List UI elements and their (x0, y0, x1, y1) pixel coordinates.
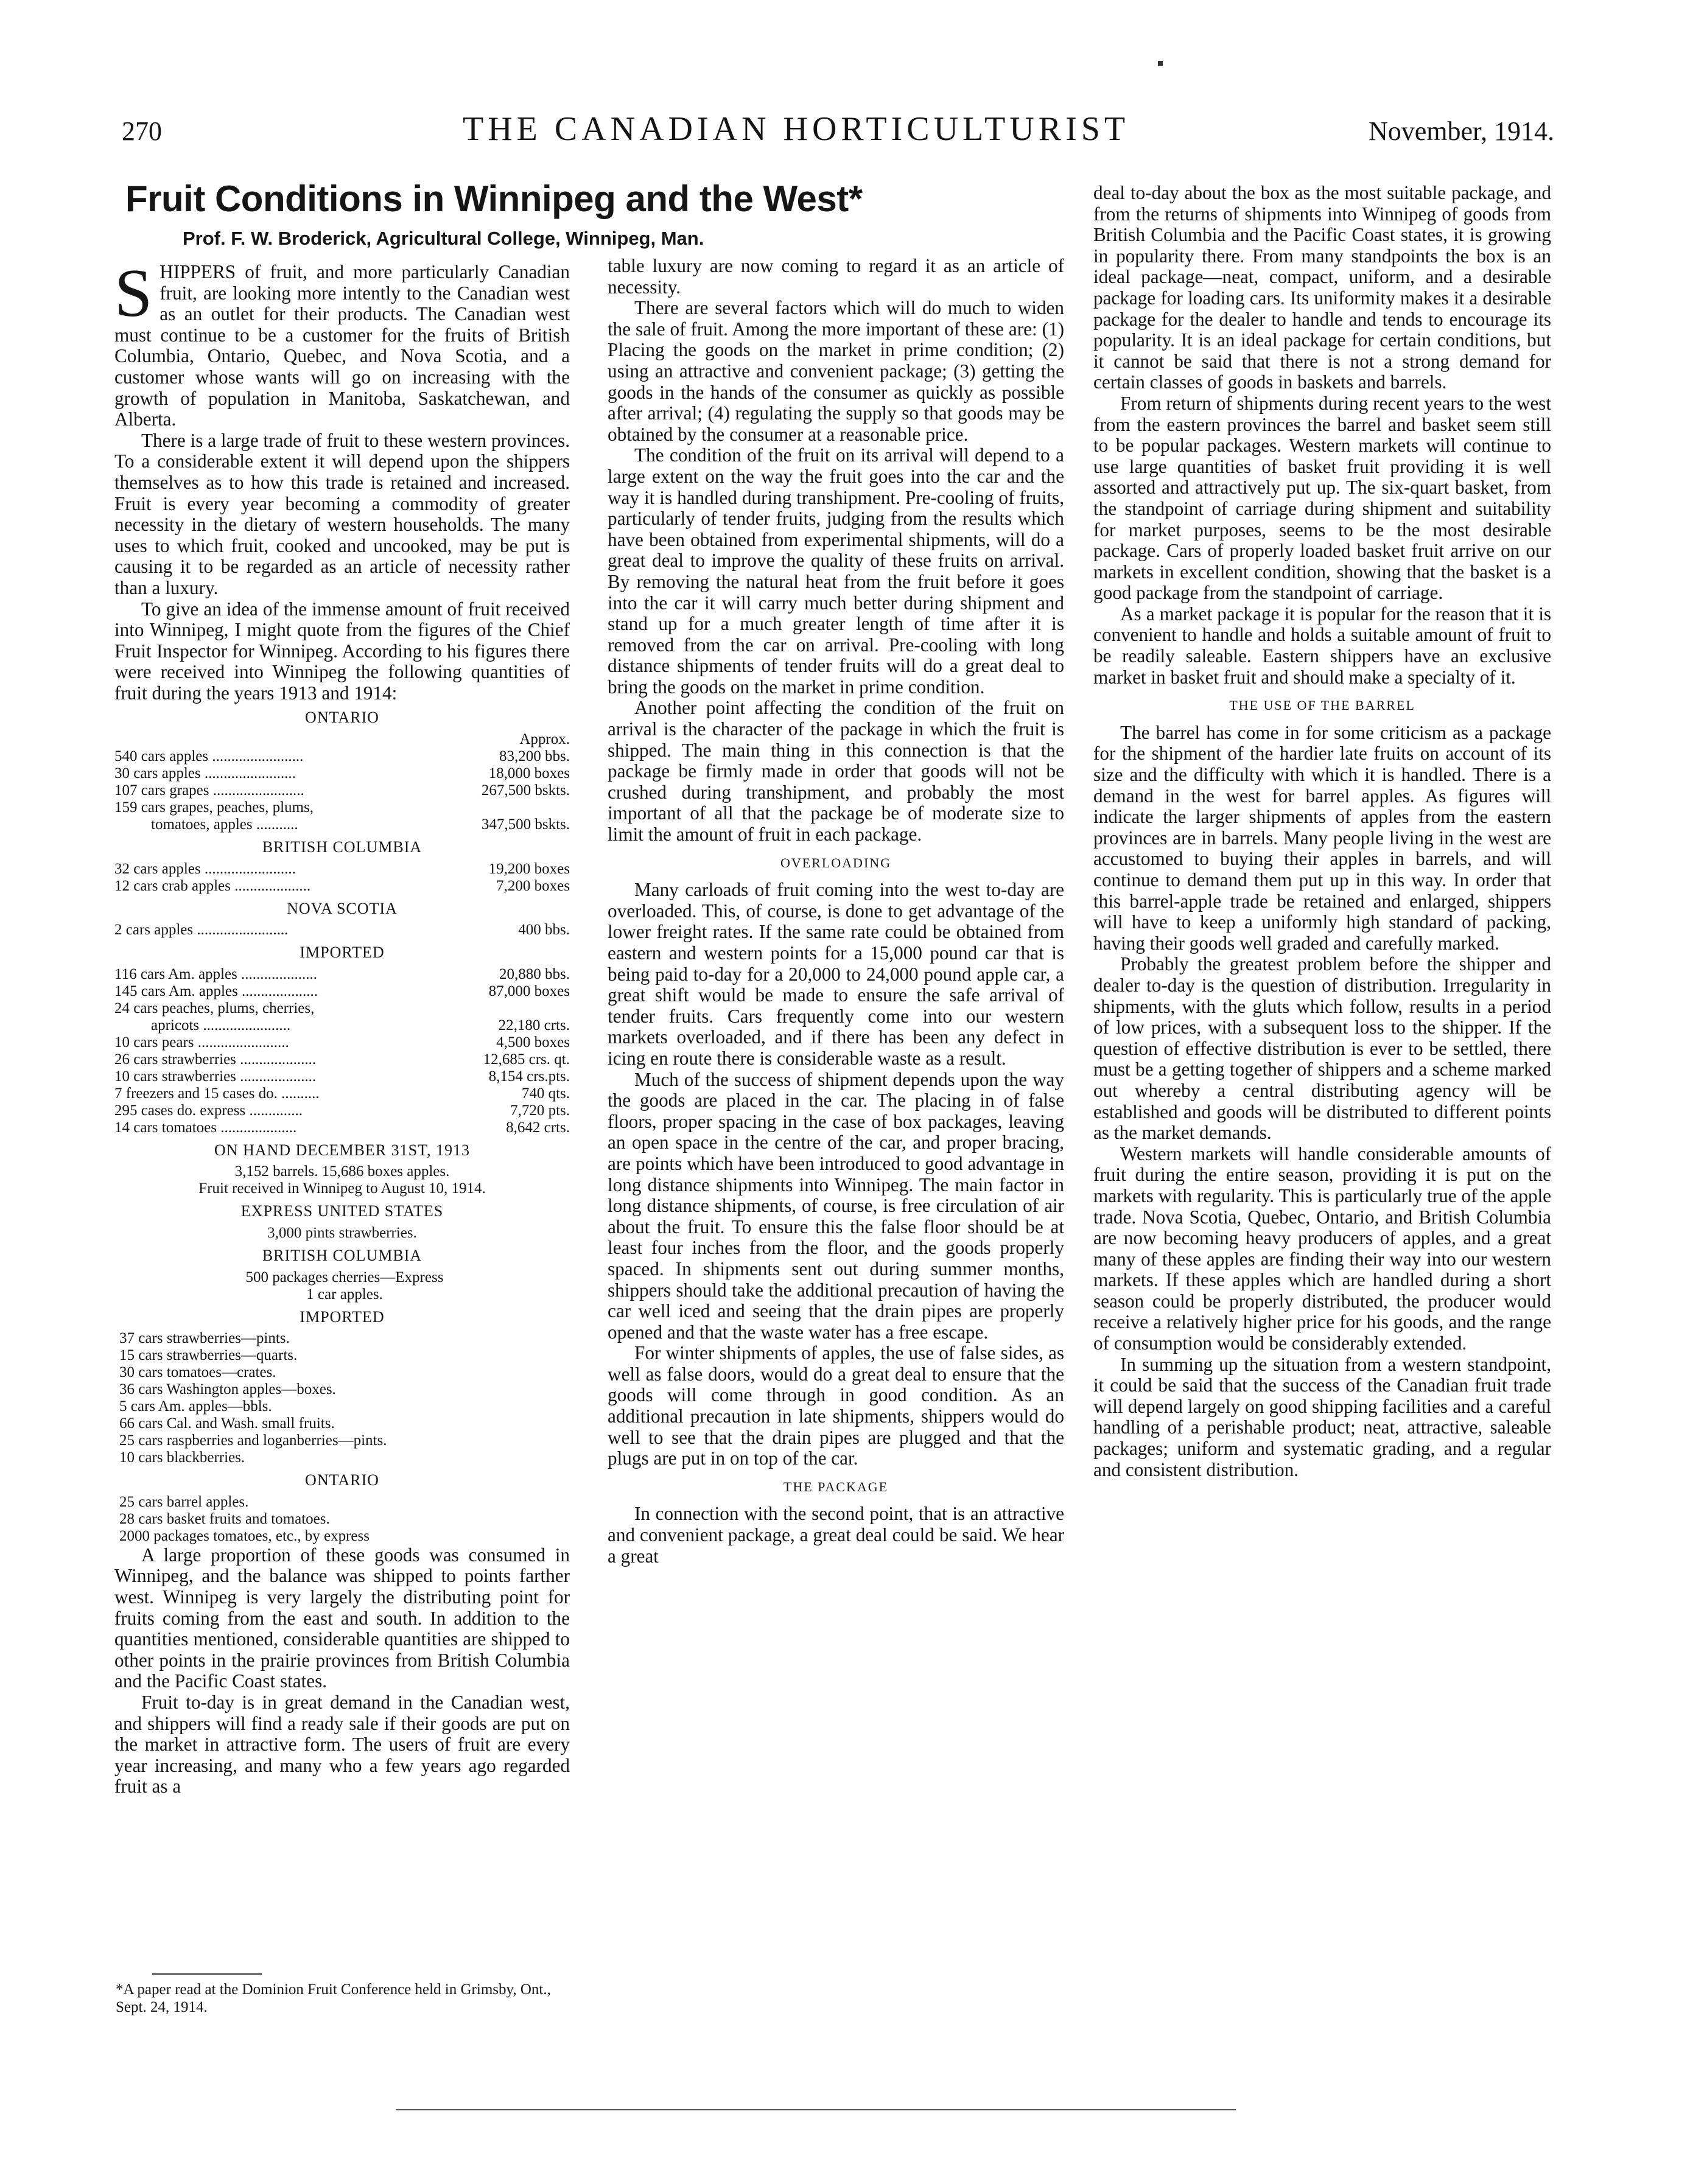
table-row: 159 cars grapes, peaches, plums, (114, 799, 314, 816)
paragraph: There are several factors which will do much to widen the sale of fruit. Among the more important of these are: (1) Placing the goods on the market in prime condition; (2) using an attractive and convenient package; (3) getting the goods in the hands of the consumer as quickly as possible after arrival; (4) regulating the supply so that goods may be obtained by the consumer at a reasonable price. (608, 297, 1064, 445)
table-row: apricots ....................... 22,180 crts. (151, 1017, 570, 1034)
section-heading: ONTARIO (305, 1471, 379, 1489)
column-2 (608, 256, 1064, 1567)
list-item: 2000 packages tomatoes, etc., by express (119, 1527, 370, 1544)
table-row: 10 cars pears ........................ 4,500 boxes (114, 1034, 570, 1051)
paragraph: From return of shipments during recent years to the west from the eastern provinces the barrel and basket seem still to be popular packages. Western markets will continue to use large quantities of basket fruit providing it is well assorted and attractively put up. The six-quart basket, from the standpoint of carriage during shipment and suitability for market purposes, seems to be the most desirable package. Cars of properly loaded basket fruit arrive on our markets in excellent condition, showing that the basket is a good package from the standpoint of carriage. (1093, 392, 1551, 604)
paragraph: Many carloads of fruit coming into the west to-day are overloaded. This, of course, is done to get advantage of the lower freight rates. If the same rate could be obtained from eastern and western points for a 15,000 pound car that is being paid to-day for a 20,000 to 24,000 pound apple car, a great shift would be made to ensure the safe arrival of tender fruits. Cars frequently come into our western markets overloaded, and if there has been any defect in icing en route there is considerable waste as a result. (608, 879, 1064, 1069)
section-heading: BRITISH COLUMBIA (262, 1247, 422, 1265)
paragraph: The barrel has come in for some criticism as a package for the shipment of the hardier late fruits on account of its size and the difficulty with which it is handled. There is a demand in the west for barrel apples. As figures will indicate the larger shipments of apples from the eastern provinces are in barrels. Many people living in the west are accustomed to buying their apples in barrels, and will continue to demand them put up in this way. In order that this barrel-apple trade be retained and enlarged, shippers will have to keep a uniformly high standard of packing, having their goods well graded and carefully marked. (1093, 721, 1551, 954)
table-row: 107 cars grapes ........................ 267,500 bskts. (114, 782, 570, 799)
column-3 (1093, 183, 1551, 1480)
paragraph: In summing up the situation from a western standpoint, it could be said that the success of the Canadian fruit trade will depend largely on good shipping facilities and a careful handling of a perishable product; neat, attractive, saleable packages; uniform and systematic grading, and a regular and consistent distribution. (1093, 1353, 1551, 1480)
figures-table-ontario-1913: Approx. 540 cars apples ........................ 83,200 bbs. 30 cars apples ........................ 18,000 boxes 107 cars grapes ........................ 267,500 bskts. 159 cars grapes, peaches, plums, tomatoes, apples ........... 347,500 bskts. (114, 731, 570, 833)
paragraph: For winter shipments of apples, the use of false sides, as well as false doors, would do a great deal to ensure that the goods will come through in good condition. As an additional precaution in late shipments, shippers would do well to see that the drain pipes are plugged and that the plugs are put in on top of the car. (608, 1342, 1064, 1469)
section-heading: NOVA SCOTIA (287, 899, 398, 917)
table-row: 116 cars Am. apples .................... 20,880 bbs. (114, 965, 570, 982)
paragraph: In connection with the second point, that is an attractive and convenient package, a great deal could be said. We hear a great (608, 1503, 1064, 1567)
page-number: 270 (122, 116, 162, 146)
print-speck (1158, 61, 1163, 66)
paragraph: table luxury are now coming to regard it as an article of necessity. (608, 255, 1064, 298)
masthead: THE CANADIAN HORTICULTURIST (463, 110, 1130, 148)
list-item: 10 cars blackberries. (119, 1449, 245, 1466)
section-heading: BRITISH COLUMBIA (262, 838, 422, 856)
table-row: tomatoes, apples ........... 347,500 bskts. (151, 816, 570, 833)
list-item: 28 cars basket fruits and tomatoes. (119, 1510, 330, 1527)
on-hand-line: 3,152 barrels. 15,686 boxes apples. (234, 1163, 450, 1180)
list-item: 36 cars Washington apples—boxes. (119, 1381, 336, 1398)
figures-table-bc-1913 (114, 861, 570, 895)
list-item: 66 cars Cal. and Wash. small fruits. (119, 1415, 335, 1432)
figures-table-imported-1913 (114, 966, 570, 1136)
list-item: 1 car apples. (306, 1286, 383, 1303)
column-1 (114, 256, 570, 1797)
list-item: 25 cars raspberries and loganberries—pints. (119, 1432, 387, 1449)
issue-date: November, 1914. (1369, 116, 1554, 146)
table-row: 14 cars tomatoes .................... 8,642 crts. (114, 1119, 570, 1136)
article-byline: Prof. F. W. Broderick, Agricultural College, Winnipeg, Man. (183, 228, 704, 249)
paragraph: To give an idea of the immense amount of fruit received into Winnipeg, I might quote from the figures of the Chief Fruit Inspector for Winnipeg. According to his figures there were received into Winnipeg the following quantities of fruit during the years 1913 and 1914: (114, 598, 570, 704)
footnote (116, 1973, 571, 2016)
table-row: 7 freezers and 15 cases do. .......... 740 qts. (114, 1085, 570, 1102)
paragraph: Much of the success of shipment depends upon the way the goods are placed in the car. The placing in of false floors, proper spacing in the case of box packages, leaving an open space in the centre of the car, and proper bracing, are points which have been introduced to good advantage in long distance shipments into Winnipeg. The main factor in long distance shipments, of course, is free circulation of air about the fruit. To ensure this the false floor should be at least four inches from the floor, and the goods properly spaced. In shipments sent out during summer months, shippers should take the additional precaution of having the car well iced and seeing that the drain pipes are properly opened and that the waste water has a free escape. (608, 1068, 1064, 1343)
table-row: 295 cases do. express .............. 7,720 pts. (114, 1102, 570, 1119)
paragraph: Fruit to-day is in great demand in the Canadian west, and shippers will find a ready sale if their goods are put on the market in attractive form. The users of fruit are every year increasing, and many who a few years ago regarded fruit as a (114, 1691, 570, 1797)
fruit-figures (114, 707, 570, 1544)
table-row: 145 cars Am. apples .................... 87,000 boxes (114, 982, 570, 999)
paragraph: Another point affecting the condition of the fruit on arrival is the character of the package in which the fruit is shipped. The main thing in this connection is that the package be firmly made in order that goods will not be crushed during transhipment, and probably the most important of all that the package be of moderate size to limit the amount of fruit in each package. (608, 697, 1064, 845)
footnote-text: *A paper read at the Dominion Fruit Conference held in Grimsby, Ont., Sept. 24, 1914. (116, 1981, 551, 2015)
section-heading: ON HAND DECEMBER 31ST, 1913 (214, 1141, 471, 1159)
subheading-package: THE PACKAGE (783, 1479, 889, 1494)
table-row: 2 cars apples ........................ 400 bbs. (114, 922, 570, 939)
paragraph: Probably the greatest problem before the shipper and dealer to-day is the question of distribution. Irregularity in shipments, with the gluts which follow, results in a period of low prices, with a subsequent loss to the shipper. If the question of effective distribution is ever to be settled, there must be a getting together of shippers and a scheme marked out whereby a central distributing agency will be established and goods will be distributed to different points as the market demands. (1093, 953, 1551, 1144)
table-row: 10 cars strawberries .................... 8,154 crs.pts. (114, 1068, 570, 1085)
drop-cap: S (114, 256, 153, 331)
list-item: 500 packages cherries—Express (245, 1269, 444, 1286)
table-row: 540 cars apples ........................ 83,200 bbs. (114, 748, 570, 765)
paragraph: SHIPPERS of fruit, and more particularly Canadian fruit, are looking more intently to the Canadian west as an outlet for their products. The Canadian west must continue to be a customer for the fruits of British Columbia, Ontario, Quebec, and Nova Scotia, and a customer whose wants will go on increasing with the growth of population in Manitoba, Saskatchewan, and Alberta. (114, 256, 570, 430)
paragraph: There is a large trade of fruit to these western provinces. To a considerable extent it will depend upon the shippers themselves as to how this trade is retained and increased. Fruit is every year becoming a commodity of greater necessity in the dietary of western households. The many uses to which fruit, cooked and uncooked, may be put is causing it to be regarded as an article of necessity rather than a luxury. (114, 429, 570, 598)
article-title: Fruit Conditions in Winnipeg and the West* (125, 178, 863, 219)
table-row: 30 cars apples ........................ 18,000 boxes (114, 765, 570, 782)
section-heading: EXPRESS UNITED STATES (240, 1202, 444, 1220)
list-item: 37 cars strawberries—pints. (119, 1330, 290, 1347)
list-item: 5 cars Am. apples—bbls. (119, 1398, 272, 1415)
paragraph: A large proportion of these goods was consumed in Winnipeg, and the balance was shipped to points farther west. Winnipeg is very largely the distributing point for fruits coming from the east and south. In addition to the quantities mentioned, considerable quantities are shipped to other points in the prairie provinces from British Columbia and the Pacific Coast states. (114, 1544, 570, 1692)
list-item: 3,000 pints strawberries. (267, 1225, 417, 1242)
section-heading: IMPORTED (300, 943, 385, 962)
section-heading: ONTARIO (305, 709, 379, 727)
subheading-overloading: OVERLOADING (780, 855, 892, 870)
footnote-rule (152, 1973, 262, 1975)
running-header (0, 110, 1690, 164)
section-heading: IMPORTED (300, 1307, 385, 1326)
bottom-rule (396, 2109, 1236, 2110)
list-item: 25 cars barrel apples. (119, 1493, 249, 1510)
paragraph: The condition of the fruit on its arrival will depend to a large extent on the way the fruit goes into the car and the way it is handled during transhipment. Pre-cooling of fruits, particularly of tender fruits, judging from the results which have been obtained from experimental shipments, will do a great deal to improve the quality of these fruits on arrival. By removing the natural heat from the fruit before it goes into the car it will carry much better during shipment and stand up for a much greater length of time after it is removed from the car on arrival. Pre-cooling with long distance shipments of tender fruits will do a great deal to bring the goods on the market in prime condition. (608, 444, 1064, 698)
table-row: 26 cars strawberries .................... 12,685 crs. qt. (114, 1051, 570, 1068)
received-note: Fruit received in Winnipeg to August 10, 1914. (198, 1180, 486, 1197)
figures-table-ns-1913 (114, 922, 570, 939)
paragraph: deal to-day about the box as the most suitable package, and from the returns of shipments into Winnipeg of goods from British Columbia and the Pacific Coast states, it is growing in popularity there. From many standpoints the box is an ideal package—neat, compact, uniform, and a desirable package for loading cars. Its uniformity makes it a desirable package for the dealer to handle and tends to encourage its popularity. It is an ideal package for certain conditions, but it cannot be said that there is not a strong demand for certain classes of goods in baskets and barrels. (1093, 182, 1551, 393)
subheading-barrel: THE USE OF THE BARREL (1229, 698, 1415, 713)
paragraph: As a market package it is popular for the reason that it is convenient to handle and holds a suitable amount of fruit to be readily saleable. Eastern shippers have an exclusive market in basket fruit and should make a specialty of it. (1093, 603, 1551, 688)
list-item: 30 cars tomatoes—crates. (119, 1364, 276, 1381)
table-row: 24 cars peaches, plums, cherries, (114, 999, 315, 1017)
list-item: 15 cars strawberries—quarts. (119, 1347, 298, 1364)
table-row: 32 cars apples ........................ 19,200 boxes (114, 860, 570, 877)
paragraph: Western markets will handle considerable amounts of fruit during the entire season, providing it is put on the markets with regularity. This is particularly true of the apple trade. Nova Scotia, Quebec, Ontario, and British Columbia are now becoming heavy producers of apples, and a great many of these apples are finding their way into our western markets. If these apples which are handled during a short season could be properly distributed, the producer would receive a relatively higher price for his goods, and the range of consumption would be considerably extended. (1093, 1143, 1551, 1354)
table-row: 12 cars crab apples .................... 7,200 boxes (114, 877, 570, 894)
